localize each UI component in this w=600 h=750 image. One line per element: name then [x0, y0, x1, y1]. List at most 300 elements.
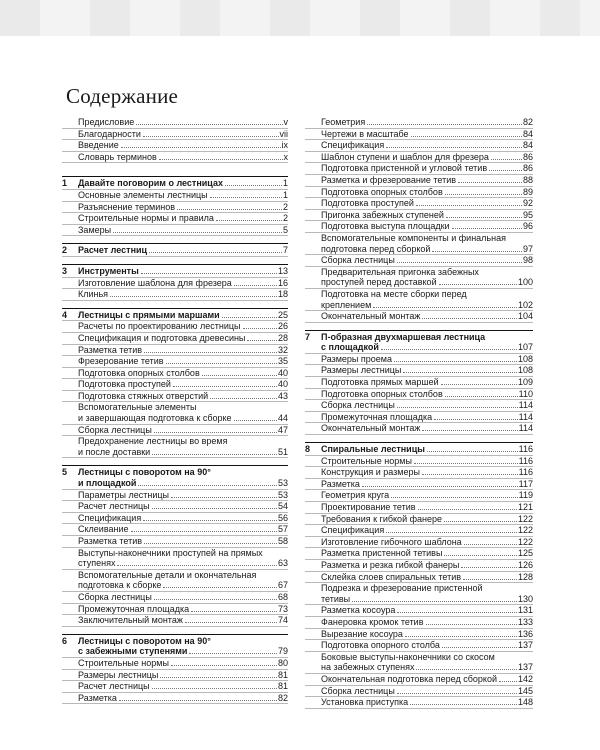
chapter-heading[interactable] — [62, 465, 288, 488]
dot-leader — [427, 451, 518, 452]
toc-entry[interactable] — [305, 210, 533, 222]
dot-leader — [234, 285, 277, 286]
chapter-title-block — [78, 467, 288, 488]
toc-entry[interactable] — [305, 697, 533, 709]
toc-entry[interactable] — [62, 436, 288, 458]
chapter-title: с площадкой — [321, 342, 379, 353]
entry-page: 80 — [277, 657, 288, 668]
entry-title: Разметка — [321, 478, 360, 489]
dot-leader — [143, 136, 279, 137]
dot-leader — [202, 375, 277, 376]
entry-page: 117 — [518, 478, 533, 489]
toc-entry[interactable] — [62, 570, 288, 592]
entry-title: Параметры лестницы — [78, 489, 169, 500]
entry-title: Подготовка прямых маршей — [321, 377, 439, 388]
entry-title: Окончательный монтаж — [321, 423, 421, 434]
toc-entry[interactable] — [305, 548, 533, 560]
toc-entry[interactable] — [305, 221, 533, 233]
dot-leader — [234, 420, 277, 421]
entry-title-line: Боковые выступы-наконечники со скосом — [321, 651, 495, 662]
entry-title: Расчеты по проектированию лестницы — [78, 321, 241, 332]
entry-page: 67 — [277, 580, 288, 591]
dot-leader — [154, 432, 277, 433]
chapter-heading[interactable] — [62, 634, 288, 657]
entry-page: 148 — [517, 697, 533, 708]
dot-leader — [463, 579, 517, 580]
toc-entry[interactable] — [62, 202, 288, 214]
dot-leader — [491, 159, 522, 160]
entry-title: Спецификация — [78, 512, 142, 523]
dot-leader — [119, 700, 277, 701]
entry-title: Подготовка стяжных отверстий — [78, 390, 209, 401]
entry-title: Геометрия круга — [321, 490, 390, 501]
entry-page: 5 — [282, 224, 288, 235]
toc-entry[interactable] — [62, 225, 288, 237]
entry-page: 137 — [517, 662, 533, 673]
entry-title: Подготовка опорных столбов — [78, 367, 200, 378]
toc-entry[interactable] — [305, 537, 533, 549]
page-title: Содержание — [66, 84, 179, 109]
dot-leader — [367, 124, 522, 125]
toc-entry[interactable] — [62, 524, 288, 536]
toc-entry[interactable] — [305, 467, 533, 479]
entry-page: 92 — [522, 198, 533, 209]
dot-leader — [444, 521, 517, 522]
entry-title: Строительные нормы — [78, 657, 169, 668]
dot-leader — [381, 349, 517, 350]
dot-leader — [405, 636, 517, 637]
entry-last-line — [78, 580, 288, 591]
toc-entry[interactable] — [62, 379, 288, 391]
toc-entry[interactable] — [62, 425, 288, 437]
entry-page: 68 — [277, 591, 288, 602]
dot-leader — [144, 543, 277, 544]
entry-page: 104 — [517, 311, 533, 322]
toc-entry[interactable] — [305, 233, 533, 255]
dot-leader — [416, 205, 522, 206]
chapter-title: с забежными ступенями — [78, 646, 188, 657]
entry-page: 89 — [522, 186, 533, 197]
toc-entry[interactable] — [305, 629, 533, 641]
dot-leader — [464, 544, 517, 545]
dot-leader — [362, 486, 518, 487]
entry-title: Фанеровка кромок тетив — [321, 616, 424, 627]
dot-leader — [141, 273, 277, 274]
entry-last-line — [78, 447, 288, 458]
dot-leader — [444, 555, 517, 556]
entry-title: Подготовка опорных столбов — [321, 388, 443, 399]
entry-page: 44 — [277, 413, 288, 424]
entry-page: 114 — [518, 411, 533, 422]
dot-leader — [445, 396, 518, 397]
top-photo-strip — [0, 0, 600, 36]
chapter-last-line — [321, 444, 533, 455]
entry-title: Словарь терминов — [78, 151, 157, 162]
chapter-page: 116 — [518, 444, 533, 455]
dot-leader — [458, 182, 522, 183]
chapter-last-line — [78, 245, 288, 256]
toc-entry[interactable] — [305, 129, 533, 141]
dot-leader — [171, 497, 277, 498]
toc-entry[interactable] — [305, 560, 533, 572]
entry-title: Разметка и фрезерование тетив — [321, 174, 457, 185]
dot-leader — [386, 147, 522, 148]
entry-page: 53 — [277, 489, 288, 500]
entry-page: 1 — [282, 189, 288, 200]
dot-leader — [373, 307, 517, 308]
chapter-last-line — [78, 310, 288, 321]
entry-page: 122 — [517, 513, 533, 524]
toc-entry[interactable] — [305, 377, 533, 389]
entry-page: 119 — [518, 490, 533, 501]
entry-title: Сборка лестницы — [321, 400, 395, 411]
dot-leader — [452, 228, 522, 229]
entry-title: Размеры лестницы — [78, 669, 159, 680]
toc-entry[interactable] — [62, 190, 288, 202]
toc-entry[interactable] — [305, 289, 533, 311]
entry-page: 43 — [277, 390, 288, 401]
toc-entry[interactable] — [305, 583, 533, 605]
dot-leader — [439, 284, 517, 285]
toc-entry[interactable] — [305, 514, 533, 526]
entry-page: 2 — [282, 201, 288, 212]
entry-title: Разметка тетив — [78, 344, 143, 355]
toc-entry[interactable] — [62, 513, 288, 525]
entry-page: 82 — [522, 117, 533, 127]
entry-title: Подготовка пристенной и угловой тетив — [321, 163, 488, 174]
toc-entry[interactable] — [305, 400, 533, 412]
toc-entry[interactable] — [62, 321, 288, 333]
entry-title: тетивы — [321, 593, 351, 604]
dot-leader — [426, 624, 517, 625]
toc-entry[interactable] — [62, 490, 288, 502]
dot-leader — [152, 688, 277, 689]
entry-title-line: Предварительная пригонка забежных — [321, 266, 479, 277]
toc-entry[interactable] — [62, 140, 288, 152]
entry-page: 16 — [277, 277, 288, 288]
entry-last-line — [321, 662, 533, 673]
entry-page: 81 — [277, 681, 288, 692]
entry-title-line: Подрезка и фрезерование пристенной — [321, 583, 483, 594]
chapter-number: 6 — [62, 635, 68, 646]
toc-entry[interactable] — [62, 592, 288, 604]
toc-entry[interactable] — [305, 617, 533, 629]
entry-title: Подготовка выступа площадки — [321, 221, 450, 232]
entry-page: 58 — [277, 536, 288, 546]
entry-page: 35 — [277, 356, 288, 367]
dot-leader — [410, 704, 517, 705]
entry-title: Геометрия — [321, 117, 366, 127]
toc-entry[interactable] — [62, 402, 288, 424]
entry-title: Окончательный монтаж — [321, 311, 421, 322]
toc-entry[interactable] — [62, 670, 288, 682]
entry-page: 28 — [277, 332, 288, 343]
entry-page: 40 — [277, 367, 288, 378]
chapter-heading[interactable] — [62, 264, 288, 277]
entry-last-line — [78, 558, 288, 569]
entry-title: Склеивание — [78, 524, 129, 535]
entry-last-line — [78, 413, 288, 424]
entry-title: Окончательная подготовка перед сборкой — [321, 673, 497, 684]
toc-entry[interactable] — [305, 502, 533, 514]
entry-title: Требования к гибкой фанере — [321, 513, 442, 524]
dot-leader — [144, 352, 277, 353]
toc-entry[interactable] — [305, 456, 533, 468]
chapter-page: 1 — [282, 178, 288, 189]
entry-title: Спецификация — [321, 525, 385, 536]
dot-leader — [173, 386, 277, 387]
dot-leader — [177, 209, 282, 210]
entry-page: 84 — [522, 128, 533, 139]
entry-title: Спецификация и подготовка древесины — [78, 332, 246, 343]
dot-leader — [136, 124, 282, 125]
entry-page: 131 — [517, 605, 533, 616]
dot-leader — [352, 601, 517, 602]
spacer — [62, 163, 288, 169]
chapter-title-line: Лестницы с поворотом на 90° — [78, 635, 211, 646]
toc-entry[interactable] — [305, 140, 533, 152]
divider — [62, 256, 288, 257]
chapter-title-block — [78, 245, 288, 256]
dot-leader — [154, 599, 277, 600]
entry-page: ix — [281, 140, 288, 151]
toc-entry[interactable] — [62, 536, 288, 548]
entry-page: 126 — [517, 559, 533, 570]
entry-title: Фрезерование тетив — [78, 356, 164, 367]
dot-leader — [432, 251, 522, 252]
entry-title: Расчет лестницы — [78, 681, 150, 692]
chapter-heading[interactable] — [305, 330, 533, 353]
dot-leader — [189, 653, 277, 654]
chapter-number: 4 — [62, 309, 68, 320]
entry-title-line: Выступы-наконечники проступей на прямых — [78, 547, 263, 558]
chapter-title-block — [78, 636, 288, 657]
entry-title: Сборка лестницы — [78, 591, 152, 602]
entry-page: 137 — [517, 640, 533, 651]
entry-page: 133 — [517, 616, 533, 627]
entry-title: Разметка косоура — [321, 605, 396, 616]
toc-entry[interactable] — [305, 525, 533, 537]
chapter-heading[interactable] — [305, 442, 533, 455]
toc-entry[interactable] — [305, 652, 533, 674]
entry-title: подготовка перед сборкой — [321, 243, 431, 254]
entry-title-line: Предохранение лестницы во время — [78, 436, 228, 447]
entry-title: Предисловие — [78, 117, 135, 127]
entry-title: ступенях — [78, 558, 116, 569]
entry-page: 114 — [518, 423, 533, 434]
dot-leader — [422, 318, 517, 319]
entry-page: 128 — [517, 571, 533, 582]
chapter-last-line — [78, 646, 288, 657]
entry-title: Изготовление гибочного шаблона — [321, 536, 462, 547]
entry-title: Разметка и резка гибкой фанеры — [321, 559, 460, 570]
dot-leader — [143, 520, 277, 521]
entry-title: Сборка лестницы — [78, 424, 152, 435]
dot-leader — [461, 567, 517, 568]
dot-leader — [222, 317, 277, 318]
chapter-number: 7 — [305, 331, 311, 342]
entry-title: Введение — [78, 140, 119, 151]
toc-entry[interactable] — [305, 423, 533, 435]
entry-page: 108 — [517, 353, 533, 364]
entry-title: Проектирование тетив — [321, 502, 416, 512]
toc-entry[interactable] — [305, 686, 533, 698]
entry-page: 47 — [277, 424, 288, 435]
chapter-page: 7 — [282, 245, 288, 256]
toc-entry[interactable] — [305, 490, 533, 502]
entry-page: 56 — [277, 512, 288, 523]
dot-leader — [397, 407, 518, 408]
entry-page: 122 — [517, 525, 533, 536]
dot-leader — [397, 262, 522, 263]
dot-leader — [117, 565, 277, 566]
entry-title: Подготовка опорного столба — [321, 640, 440, 651]
dot-leader — [445, 194, 522, 195]
entry-title: Заключительный монтаж — [78, 615, 183, 626]
entry-title: проступей перед доставкой — [321, 277, 437, 288]
entry-page: 86 — [522, 151, 533, 162]
toc-entry[interactable] — [62, 615, 288, 627]
entry-page: 110 — [518, 388, 533, 399]
entry-title-line: Вспомогательные детали и окончательная — [78, 569, 257, 580]
dot-leader — [403, 372, 517, 373]
entry-page: 121 — [517, 502, 533, 512]
toc-entry[interactable] — [62, 693, 288, 705]
chapter-number: 1 — [62, 178, 68, 189]
toc-entry[interactable] — [62, 213, 288, 225]
entry-page: 2 — [282, 213, 288, 224]
entry-page: 109 — [517, 377, 533, 388]
entry-title: Спецификация — [321, 140, 385, 151]
entry-title: Изготовление шаблона для фрезера — [78, 277, 232, 288]
toc-entry[interactable] — [305, 605, 533, 617]
toc-entry[interactable] — [62, 368, 288, 380]
toc-entry[interactable] — [305, 152, 533, 164]
chapter-heading[interactable] — [62, 308, 288, 321]
entry-title: Основные элементы лестницы — [78, 189, 208, 200]
toc-entry[interactable] — [62, 129, 288, 141]
entry-page: 84 — [522, 140, 533, 151]
dot-leader — [391, 497, 518, 498]
entry-title: Установка приступка — [321, 697, 409, 708]
entry-title: и после доставки — [78, 446, 151, 457]
entry-page: 63 — [277, 558, 288, 569]
dot-leader — [159, 159, 283, 160]
toc-entry[interactable] — [62, 501, 288, 513]
toc-entry[interactable] — [62, 658, 288, 670]
toc-entry[interactable] — [305, 255, 533, 267]
toc-entry[interactable] — [305, 479, 533, 491]
dot-leader — [131, 531, 277, 532]
toc-entry[interactable] — [305, 674, 533, 686]
dot-leader — [166, 363, 277, 364]
entry-page: 81 — [277, 669, 288, 680]
toc-entry[interactable] — [62, 152, 288, 164]
entry-title: креплением — [321, 299, 372, 310]
toc-entry[interactable] — [62, 548, 288, 570]
toc-entry[interactable] — [305, 117, 533, 129]
entry-title: Разметка пристенной тетивы — [321, 548, 443, 559]
toc-entry[interactable] — [62, 333, 288, 345]
toc-entry[interactable] — [305, 412, 533, 424]
entry-page: 108 — [517, 365, 533, 376]
entry-title: Расчет лестницы — [78, 501, 150, 512]
dot-leader — [422, 474, 518, 475]
toc-entry[interactable] — [62, 391, 288, 403]
entry-title: на забежных ступенях — [321, 662, 415, 673]
toc-entry[interactable] — [305, 365, 533, 377]
entry-title: Подготовка проступей — [321, 198, 414, 209]
toc-entry[interactable] — [62, 356, 288, 368]
chapter-number: 3 — [62, 265, 68, 276]
toc-entry[interactable] — [305, 187, 533, 199]
dot-leader — [397, 612, 517, 613]
entry-title: Размеры проема — [321, 353, 392, 364]
toc-entry[interactable] — [305, 311, 533, 323]
toc-entry[interactable] — [62, 681, 288, 693]
chapter-page: 53 — [277, 478, 288, 489]
toc-entry[interactable] — [62, 604, 288, 616]
entry-page: 122 — [517, 536, 533, 547]
toc-entry[interactable] — [62, 278, 288, 290]
toc-entry[interactable] — [305, 175, 533, 187]
toc-entry[interactable] — [305, 198, 533, 210]
dot-leader — [152, 454, 277, 455]
entry-page: 100 — [517, 277, 533, 288]
toc-entry[interactable] — [62, 117, 288, 129]
entry-title: Промежуточная площадка — [78, 603, 190, 614]
entry-title: Замеры — [78, 224, 112, 235]
entry-title: Строительные нормы — [321, 455, 412, 466]
chapter-heading[interactable] — [62, 176, 288, 189]
toc-entry[interactable] — [305, 354, 533, 366]
entry-page: 82 — [277, 692, 288, 703]
chapter-title-line: П-образная двухмаршевая лестница — [321, 331, 486, 342]
chapter-title-block — [321, 332, 533, 353]
entry-title: Пригонка забежных ступеней — [321, 209, 444, 220]
dot-leader — [121, 147, 281, 148]
dot-leader — [225, 185, 282, 186]
dot-leader — [171, 665, 277, 666]
toc-entry[interactable] — [305, 389, 533, 401]
dot-leader — [418, 509, 517, 510]
entry-last-line — [321, 244, 533, 255]
chapter-page: 107 — [517, 342, 533, 353]
entry-page: 57 — [277, 524, 288, 535]
toc-entry[interactable] — [305, 572, 533, 584]
dot-leader — [441, 384, 517, 385]
toc-entry[interactable] — [62, 289, 288, 301]
dot-leader — [216, 220, 282, 221]
toc-entry[interactable] — [62, 345, 288, 357]
entry-title: и завершающая подготовка к сборке — [78, 413, 232, 424]
dot-leader — [113, 232, 282, 233]
entry-page: 116 — [518, 455, 533, 466]
dot-leader — [210, 398, 277, 399]
entry-title: Размеры лестницы — [321, 365, 402, 376]
entry-title: Конструкция и размеры — [321, 467, 420, 478]
toc-entry[interactable] — [305, 640, 533, 652]
chapter-heading[interactable] — [62, 243, 288, 256]
dot-leader — [110, 296, 277, 297]
toc-entry[interactable] — [305, 163, 533, 175]
toc-entry[interactable] — [305, 267, 533, 289]
entry-page: vii — [279, 128, 288, 139]
chapter-last-line — [78, 266, 288, 277]
entry-title: Сборка лестницы — [321, 255, 395, 266]
chapter-title: Расчет лестниц — [78, 245, 148, 256]
chapter-title: Лестницы с прямыми маршами — [78, 309, 220, 320]
